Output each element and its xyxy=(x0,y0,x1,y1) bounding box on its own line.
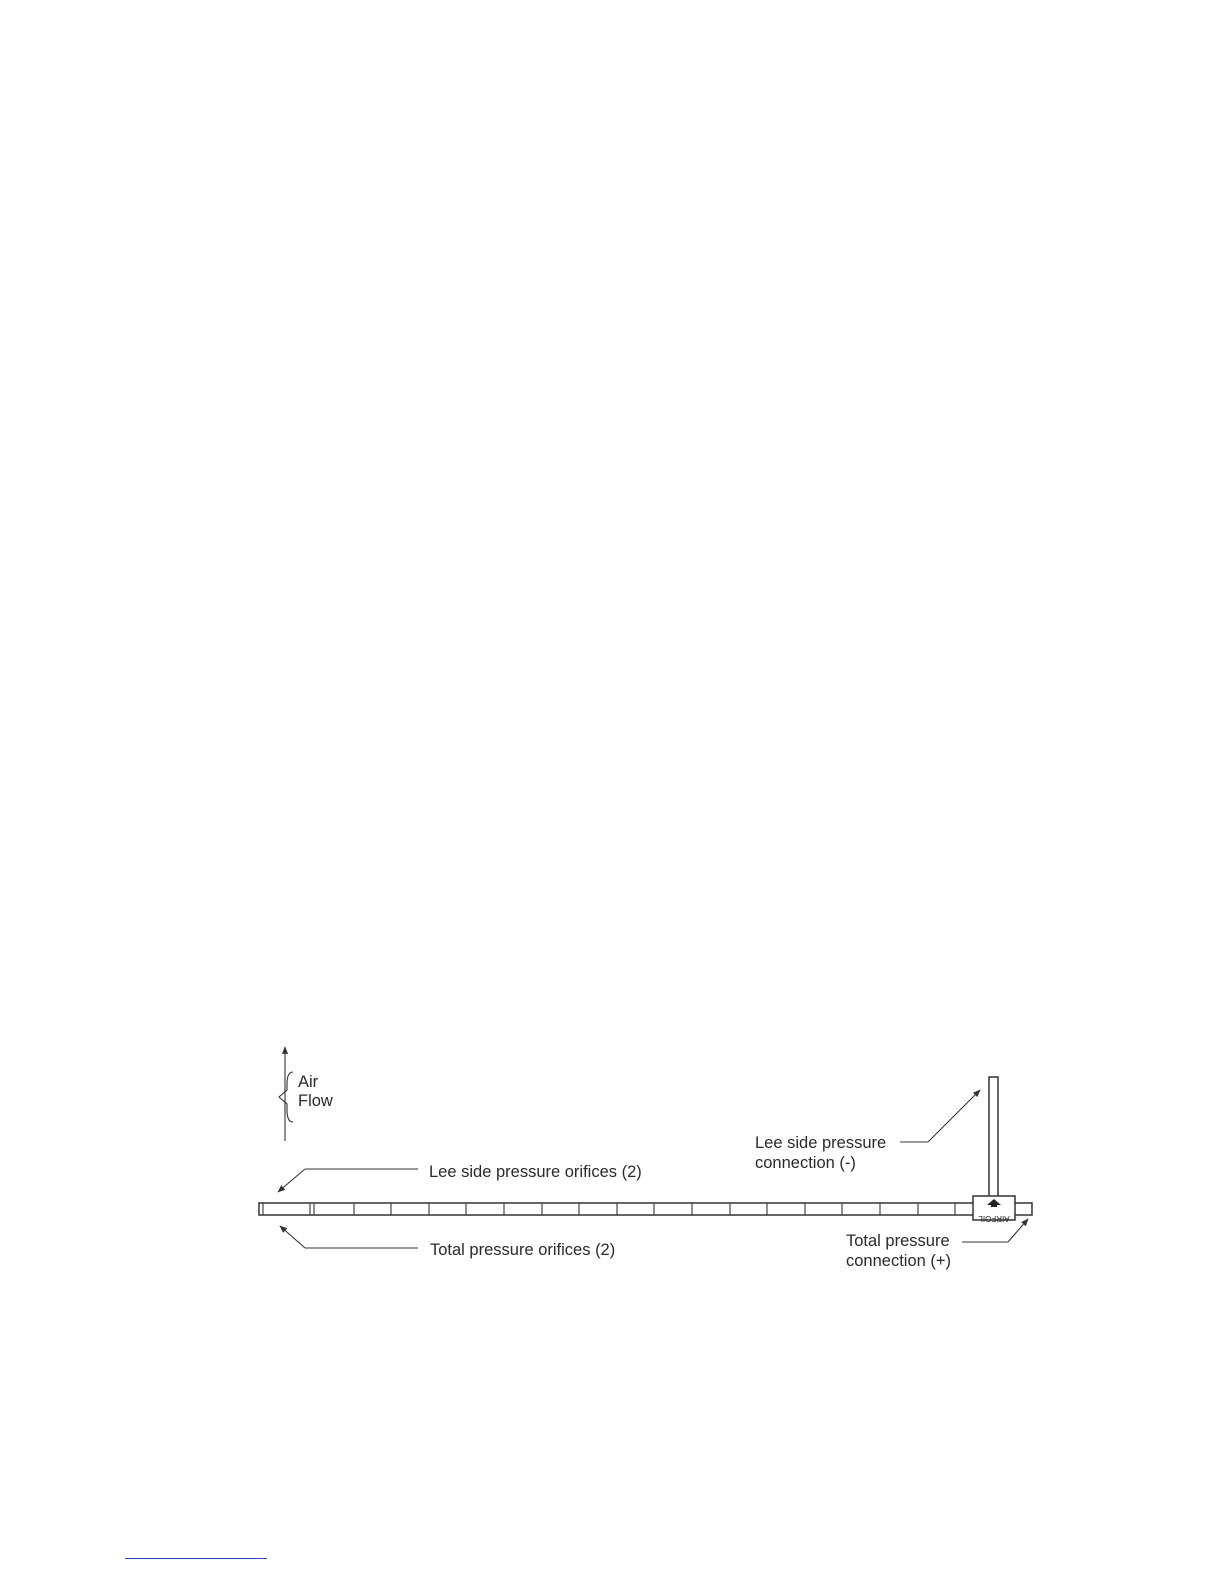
lee-connection-label-line2: connection (-) xyxy=(755,1154,856,1172)
airfoil-stamp-text: AIRFOIL xyxy=(978,1214,1010,1223)
total-orifices-label: Total pressure orifices (2) xyxy=(430,1241,616,1259)
total-connection-label-line2: connection (+) xyxy=(846,1252,952,1270)
airflow-label-flow: Flow xyxy=(298,1092,333,1110)
lee-connection-tube xyxy=(989,1077,998,1197)
footnote-separator xyxy=(125,1558,267,1559)
probe-tube xyxy=(259,1203,1032,1215)
airflow-label-air: Air xyxy=(298,1073,319,1091)
total-connection-arrow xyxy=(1008,1219,1028,1242)
lee-connection-arrow xyxy=(928,1090,980,1142)
total-connection-label-line1: Total pressure xyxy=(846,1232,950,1250)
probe-tube-body xyxy=(259,1203,1032,1215)
lee-orifices-label: Lee side pressure orifices (2) xyxy=(429,1163,642,1181)
lee-connection-label-line1: Lee side pressure xyxy=(755,1134,887,1152)
total-orifices-arrow xyxy=(280,1226,305,1248)
lee-orifices-arrow xyxy=(278,1169,305,1192)
airflow-brace xyxy=(279,1072,293,1122)
